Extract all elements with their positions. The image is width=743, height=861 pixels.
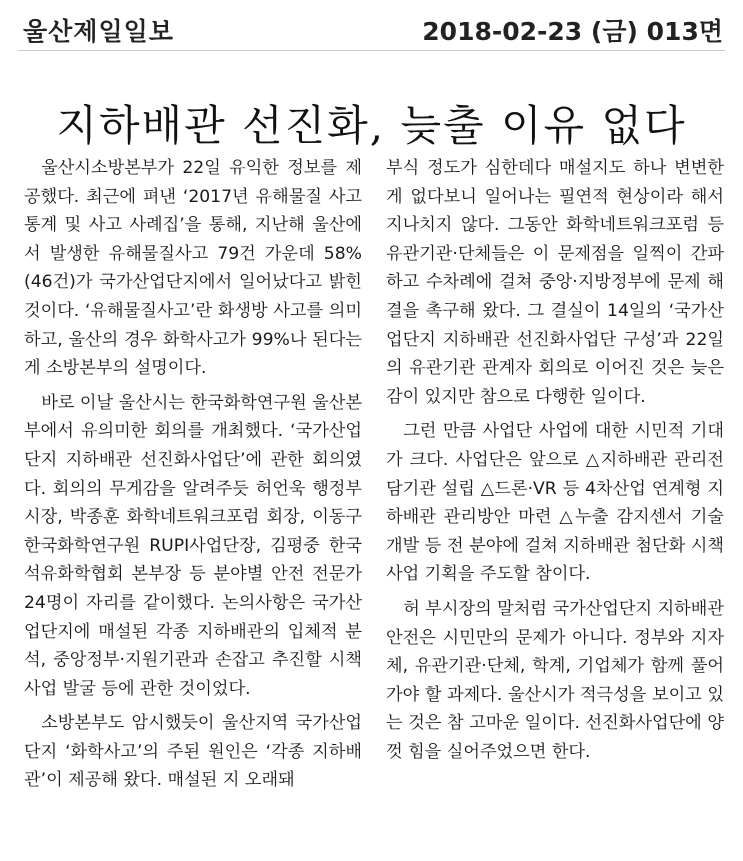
header-divider: [18, 50, 725, 51]
article-paragraph: 허 부시장의 말처럼 국가산업단지 지하배관 안전은 시민만의 문제가 아니다. 정부와 지자체, 유관기관·단체, 학계, 기업체가 함께 풀어가야 할 과제다. 울산시가 적극성을 보이고 있는 것은 참 고마운 일이다. 선진화사업단에 양껏 힘을 실어주었으면 한다.: [386, 598, 724, 762]
article-headline: 지하배관 선진화, 늦출 이유 없다: [56, 101, 687, 151]
page-header: [0, 0, 743, 52]
article-paragraph: 소방본부도 암시했듯이 울산지역 국가산업단지 ‘화학사고’의 주된 원인은 ‘각종 지하배관’이 제공해 왔다. 매설된 지 오래돼: [24, 713, 362, 791]
article-paragraph: 바로 이날 울산시는 한국화학연구원 울산본부에서 유의미한 회의를 개최했다. ‘국가산업단지 지하배관 선진화사업단’에 관한 회의였다. 회의의 무게감을 알려주듯 허언욱 행정부시장, 박종훈 화학네트워크포럼 회장, 이동구 한국화학연구원 RUPI사업단장, 김평중 한국석유화학협회 본부장 등 분야별 안전 전문가 24명이 자리를 같이했다. 논의사항은 국가산업단지에 매설된 각종 지하배관의 입체적 분석, 중앙정부·지원기관과 손잡고 추진할 시책사업 발굴 등에 관한 것이었다.: [24, 392, 362, 699]
article-paragraph: 부식 정도가 심한데다 매설지도 하나 변변한 게 없다보니 일어나는 필연적 현상이라 해서 지나치지 않다. 그동안 화학네트워크포럼 등 유관기관·단체들은 이 문제점을 일찍이 간파하고 수차례에 걸쳐 중앙·지방정부에 문제 해결을 촉구해 왔다. 그 결실이 14일의 ‘국가산업단지 지하배관 선진화사업단 구성’과 22일의 유관기관 관계자 회의로 이어진 것은 늦은 감이 있지만 참으로 다행한 일이다.: [386, 158, 724, 407]
edition-date: 2018-02-23: [422, 17, 583, 46]
edition-page: 013면: [646, 17, 723, 46]
article-paragraph: 울산시소방본부가 22일 유익한 정보를 제공했다. 최근에 펴낸 ‘2017년 유해물질 사고 통계 및 사고 사례집’을 통해, 지난해 울산에서 발생한 유해물질사고 79건 가운데 58%(46건)가 국가산업단지에서 일어났다고 밝힌 것이다. ‘유해물질사고’란 화생방 사고를 의미하고, 울산의 경우 화학사고가 99%나 된다는 게 소방본부의 설명이다.: [24, 158, 362, 379]
edition-weekday: (금): [590, 17, 638, 46]
article-column-left: [24, 154, 362, 801]
article-column-right: [386, 154, 724, 772]
publication-name: 울산제일일보: [23, 17, 174, 46]
article-paragraph: 그런 만큼 사업단 사업에 대한 시민적 기대가 크다. 사업단은 앞으로 △지하배관 관리전담기관 설립 △드론·VR 등 4차산업 연계형 지하배관 관리방안 마련 △누출 감지센서 기술개발 등 전 분야에 걸쳐 지하배관 첨단화 시책사업 기획을 주도할 참이다.: [386, 421, 724, 585]
edition-info: [422, 12, 723, 48]
